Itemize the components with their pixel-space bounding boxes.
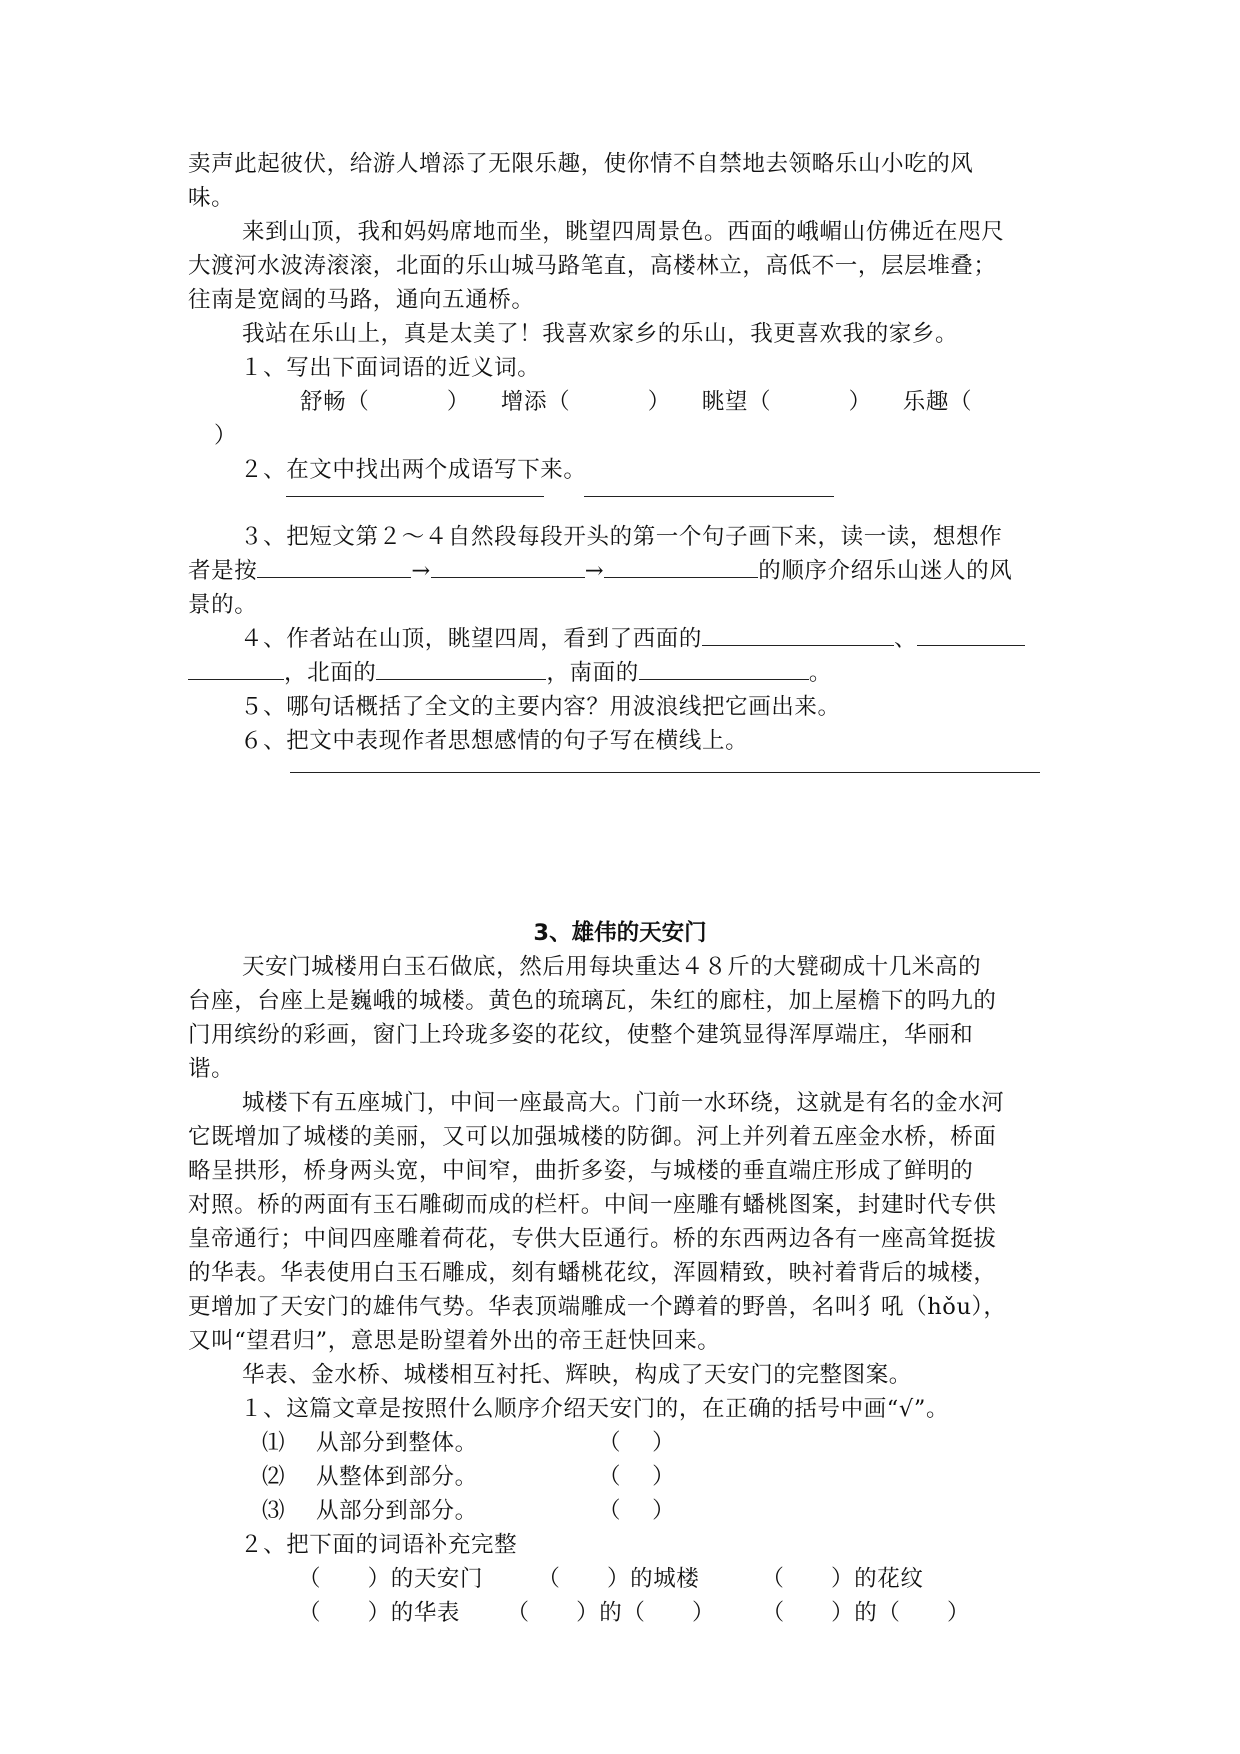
passage1-line-4: 大渡河水波涛滚滚，北面的乐山城马路笔直，高楼林立，高低不一，层层堆叠；	[188, 253, 997, 279]
passage2-title: 3、雄伟的天安门	[533, 920, 707, 946]
passage1-line-3: 来到山顶，我和妈妈席地而坐，眺望四周景色。西面的峨嵋山仿佛近在咫尺	[242, 219, 1005, 245]
passage2-line-5: 城楼下有五座城门，中间一座最高大。门前一水环绕，这就是有名的金水河	[242, 1090, 1005, 1116]
idiom-answer-line-1[interactable]	[286, 496, 544, 497]
passage1-line-6: 我站在乐山上，真是太美了！我喜欢家乡的乐山，我更喜欢我的家乡。	[242, 321, 959, 347]
q3-blank-1[interactable]	[257, 557, 411, 578]
arrow-icon: →	[411, 558, 431, 584]
q4-blank-west-2b[interactable]	[188, 659, 284, 680]
p2-q2-heading: ２、把下面的词语补充完整	[240, 1532, 518, 1558]
q3-blank-2[interactable]	[431, 557, 585, 578]
q3-blank-3[interactable]	[604, 557, 758, 578]
option-1-num: ⑴	[262, 1430, 286, 1456]
q1-heading: １、写出下面词语的近义词。	[240, 355, 541, 381]
q4-south-text: ，南面的	[546, 660, 639, 686]
q3-start-text: 者是按	[188, 558, 258, 584]
q4-blank-south[interactable]	[639, 659, 809, 680]
q5-heading: ５、哪句话概括了全文的主要内容？用波浪线把它画出来。	[240, 694, 841, 720]
q4-blank-west-1[interactable]	[702, 625, 894, 646]
option-1-checkbox[interactable]: （ ）	[598, 1430, 676, 1456]
arrow-icon: →	[584, 558, 605, 584]
q4-blank-north[interactable]	[376, 659, 546, 680]
q2-heading: ２、在文中找出两个成语写下来。	[240, 457, 587, 483]
q6-heading: ６、把文中表现作者思想感情的句子写在横线上。	[240, 728, 749, 754]
q1-wrap-paren: ）	[214, 423, 238, 449]
option-2-num: ⑵	[262, 1464, 286, 1490]
q6-answer-line[interactable]	[290, 772, 1040, 773]
q3-end-text: 的顺序介绍乐山迷人的风	[758, 558, 1013, 584]
passage2-line-1: 天安门城楼用白玉石做底，然后用每块重达４８斤的大甓砌成十几米高的	[242, 954, 982, 980]
q3-line-3: 景的。	[188, 592, 258, 618]
option-3-checkbox[interactable]: （ ）	[598, 1498, 676, 1524]
q3-line-2	[188, 554, 1188, 588]
passage2-line-7: 略呈拱形，桥身两头宽，中间窄，曲折多姿，与城楼的垂直端庄形成了鲜明的	[188, 1158, 974, 1184]
passage2-line-9: 皇帝通行；中间四座雕着荷花，专供大臣通行。桥的东西两边各有一座高耸挺拔	[188, 1226, 997, 1252]
option-3-text: 从部分到部分。	[316, 1498, 478, 1524]
option-1-text: 从部分到整体。	[316, 1430, 478, 1456]
passage1-line-5: 往南是宽阔的马路，通向五通桥。	[188, 287, 535, 313]
q4-line-1	[240, 622, 1240, 656]
p2-q1-heading: １、这篇文章是按照什么顺序介绍天安门的，在正确的括号中画“√”。	[240, 1396, 950, 1422]
passage2-line-10: 的华表。华表使用白玉石雕成，刻有蟠桃花纹，浑圆精致，映衬着背后的城楼，	[188, 1260, 997, 1286]
passage2-line-4: 谐。	[188, 1056, 235, 1082]
passage2-line-2: 台座，台座上是巍峨的城楼。黄色的琉璃瓦，朱红的廊柱，加上屋檐下的吗九的	[188, 988, 997, 1014]
passage2-line-6: 它既增加了城楼的美丽，又可以加强城楼的防御。河上并列着五座金水桥，桥面	[188, 1124, 997, 1150]
passage2-line-8: 对照。桥的两面有玉石雕砌而成的栏杆。中间一座雕有蟠桃图案，封建时代专供	[188, 1192, 997, 1218]
option-2-checkbox[interactable]: （ ）	[598, 1464, 676, 1490]
q3-line-1: ３、把短文第２～４自然段每段开头的第一个句子画下来，读一读，想想作	[240, 524, 1003, 550]
q4-line-2	[188, 656, 1188, 690]
q1-word-row: 舒畅（ ） 增添（ ） 眺望（ ） 乐趣（	[300, 389, 973, 415]
q4-blank-west-2a[interactable]	[917, 625, 1025, 646]
q4-end-text: 。	[808, 660, 832, 686]
idiom-answer-line-2[interactable]	[584, 496, 834, 497]
passage1-line-1: 卖声此起彼伏，给游人增添了无限乐趣，使你情不自禁地去领略乐山小吃的风	[188, 151, 974, 177]
q4-separator: 、	[894, 626, 918, 652]
q4-north-text: ，北面的	[284, 660, 377, 686]
option-3-num: ⑶	[262, 1498, 286, 1524]
option-2-text: 从整体到部分。	[316, 1464, 478, 1490]
fill-row-1[interactable]: （ ）的天安门 （ ）的城楼 （ ）的花纹	[298, 1566, 924, 1592]
passage1-line-2: 味。	[188, 185, 235, 211]
passage2-line-12: 又叫“望君归”，意思是盼望着外出的帝王赶快回来。	[188, 1328, 721, 1354]
passage2-line-11: 更增加了天安门的雄伟气势。华表顶端雕成一个蹲着的野兽，名叫犭吼（hǒu），	[188, 1294, 1007, 1320]
q4-start-text: ４、作者站在山顶，眺望四周，看到了西面的	[240, 626, 703, 652]
passage2-line-3: 门用缤纷的彩画，窗门上玲珑多姿的花纹，使整个建筑显得浑厚端庄，华丽和	[188, 1022, 974, 1048]
fill-row-2[interactable]: （ ）的华表 （ ）的（ ） （ ）的（ ）	[298, 1600, 971, 1626]
passage2-line-13: 华表、金水桥、城楼相互衬托、辉映，构成了天安门的完整图案。	[242, 1362, 912, 1388]
